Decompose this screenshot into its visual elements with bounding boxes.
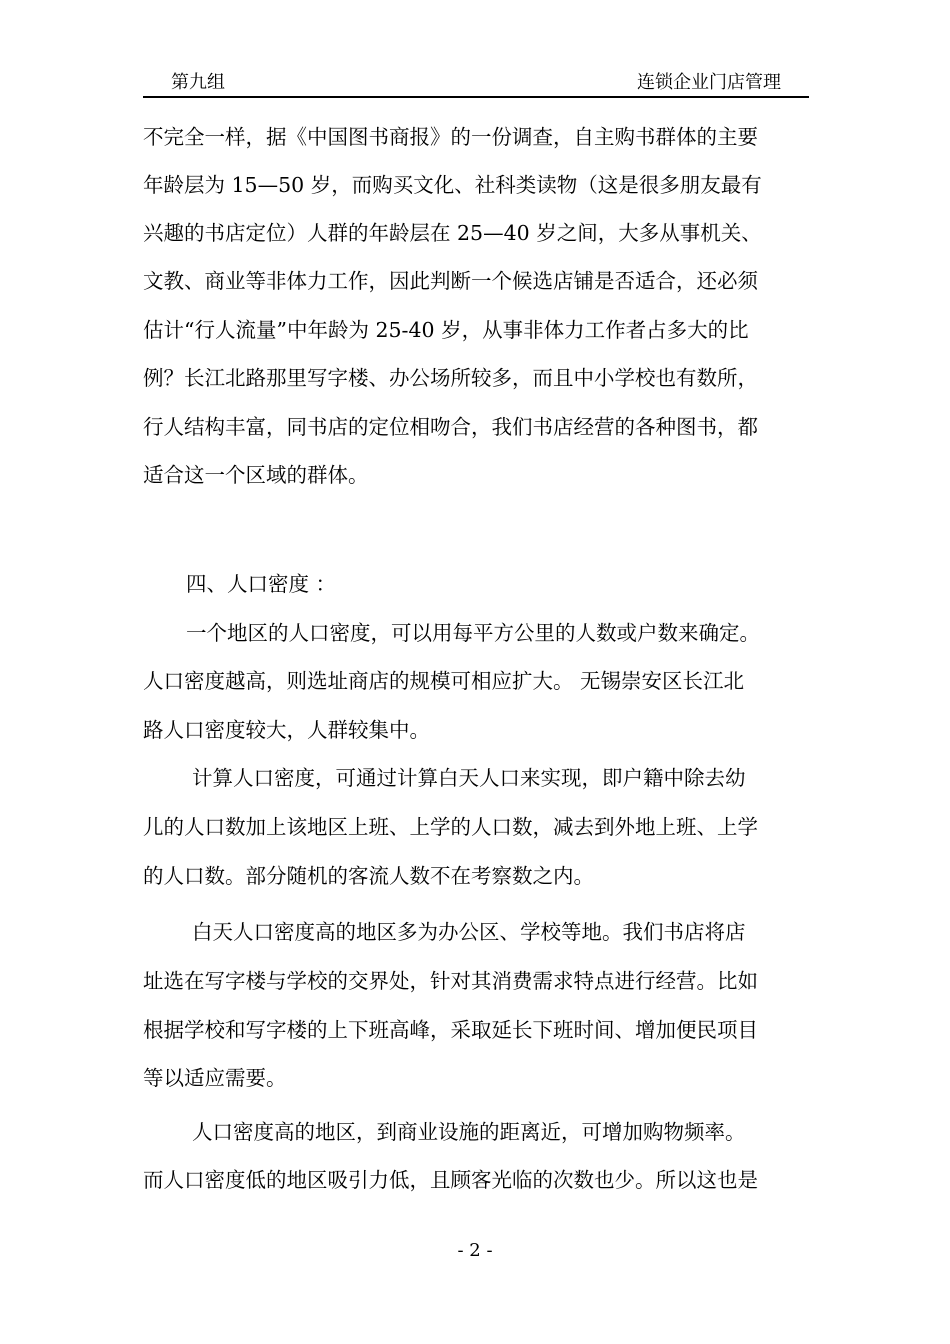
text-line: 兴趣的书店定位）人群的年龄层在 25—40 岁之间，大多从事机关、 [143, 221, 762, 245]
page-header [143, 66, 809, 98]
text-line: 人口密度越高，则选址商店的规模可相应扩大。 无锡崇安区长江北 [143, 669, 745, 693]
page-number: - 2 - [457, 1240, 493, 1261]
text-line: 年龄层为 15—50 岁，而购买文化、社科类读物（这是很多朋友最有 [143, 173, 762, 197]
text-line: 一个地区的人口密度，可以用每平方公里的人数或户数来确定。 [186, 621, 760, 645]
header-course-title: 连锁企业门店管理 [637, 72, 781, 93]
text-line: 估计“行人流量”中年龄为 25-40 岁，从事非体力工作者占多大的比 [143, 318, 749, 342]
text-line: 人口密度高的地区，到商业设施的距离近，可增加购物频率。 [192, 1120, 746, 1144]
text-line: 根据学校和写字楼的上下班高峰，采取延长下班时间、增加便民项目 [143, 1018, 758, 1042]
text-line: 路人口密度较大，人群较集中。 [143, 718, 430, 742]
text-line: 白天人口密度高的地区多为办公区、学校等地。我们书店将店 [192, 920, 746, 944]
text-line: 不完全一样，据《中国图书商报》的一份调查，自主购书群体的主要 [143, 125, 758, 149]
text-line: 行人结构丰富，同书店的定位相吻合，我们书店经营的各种图书，都 [143, 415, 758, 439]
text-line: 例？长江北路那里写字楼、办公场所较多，而且中小学校也有数所， [143, 366, 758, 390]
text-line: 儿的人口数加上该地区上班、上学的人口数，减去到外地上班、上学 [143, 815, 758, 839]
section-heading: 四、人口密度 ： [186, 572, 337, 596]
text-line: 的人口数。部分随机的客流人数不在考察数之内。 [143, 864, 594, 888]
header-group-name: 第九组 [171, 72, 225, 93]
text-line: 计算人口密度，可通过计算白天人口来实现，即户籍中除去幼 [192, 766, 746, 790]
text-line: 适合这一个区域的群体。 [143, 463, 369, 487]
text-line: 文教、商业等非体力工作，因此判断一个候选店铺是否适合，还必须 [143, 269, 758, 293]
text-line: 等以适应需要。 [143, 1066, 287, 1090]
text-line: 而人口密度低的地区吸引力低，且顾客光临的次数也少。所以这也是 [143, 1168, 758, 1192]
text-line: 址选在写字楼与学校的交界处，针对其消费需求特点进行经营。比如 [143, 969, 758, 993]
